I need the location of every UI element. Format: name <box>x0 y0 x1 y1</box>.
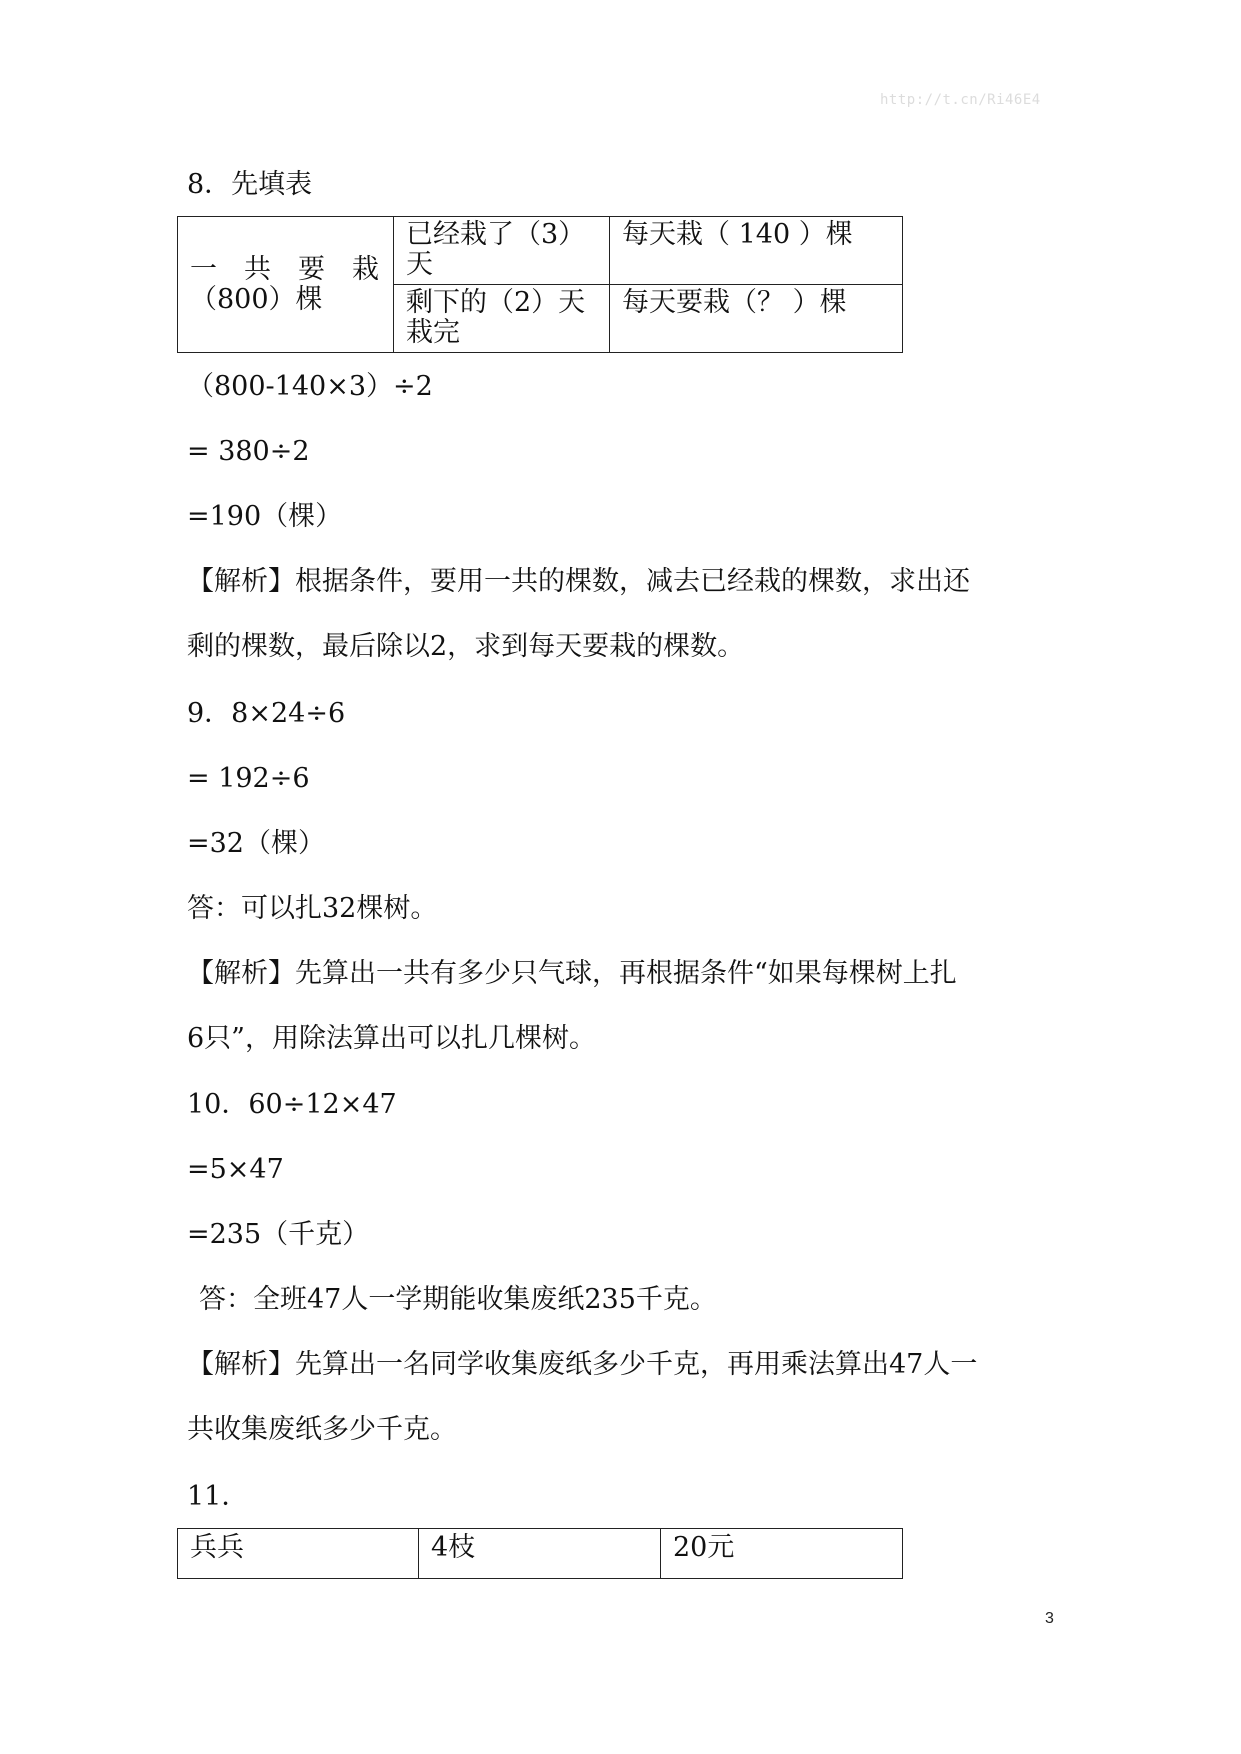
q9-step-1: 9．8×24÷6 <box>187 698 346 729</box>
q9-step-3: =32（棵） <box>187 828 325 859</box>
q8-step-3: =190（棵） <box>187 501 343 532</box>
cell-per-day-needed: 每天要栽（？ ）棵 <box>610 285 903 353</box>
q8-heading: 8．先填表 <box>187 169 313 200</box>
q11-cell-price: 20元 <box>661 1529 903 1579</box>
q8-analysis-line-1: 【解析】根据条件，要用一共的棵数，减去已经栽的棵数，求出还 <box>187 566 970 597</box>
q8-step-2: = 380÷2 <box>187 436 310 467</box>
q9-analysis-line-2: 6只”，用除法算出可以扎几棵树。 <box>187 1023 596 1054</box>
q8-analysis-line-2: 剩的棵数，最后除以2，求到每天要栽的棵数。 <box>187 631 745 662</box>
q10-step-2: =5×47 <box>187 1154 284 1185</box>
q11-heading: 11． <box>187 1481 249 1512</box>
q11-table <box>177 1528 903 1579</box>
q9-step-2: = 192÷6 <box>187 763 310 794</box>
q10-analysis-line-2: 共收集废纸多少千克。 <box>187 1414 457 1445</box>
cell-days-done: 已经栽了（3）天 <box>394 217 610 285</box>
cell-per-day: 每天栽（ 140 ）棵 <box>610 217 903 285</box>
cell-days-left: 剩下的（2）天栽完 <box>394 285 610 353</box>
q10-step-1: 10．60÷12×47 <box>187 1089 397 1120</box>
q11-cell-name: 兵兵 <box>178 1529 419 1579</box>
watermark-url: http://t.cn/Ri46E4 <box>880 92 1041 108</box>
q8-fill-table <box>177 216 903 353</box>
q9-analysis-line-1: 【解析】先算出一共有多少只气球，再根据条件“如果每棵树上扎 <box>187 958 957 989</box>
q10-analysis-line-1: 【解析】先算出一名同学收集废纸多少千克，再用乘法算出47人一 <box>187 1349 978 1380</box>
q10-step-3: =235（千克） <box>187 1219 370 1250</box>
q11-cell-count: 4枝 <box>419 1529 661 1579</box>
q10-answer: 答：全班47人一学期能收集废纸235千克。 <box>199 1284 717 1315</box>
page-number: 3 <box>1045 1610 1054 1627</box>
q8-step-1: （800-140×3）÷2 <box>187 371 433 402</box>
cell-total-trees: 一 共 要 栽（800）棵 <box>178 217 394 353</box>
q9-answer: 答：可以扎32棵树。 <box>187 893 438 924</box>
